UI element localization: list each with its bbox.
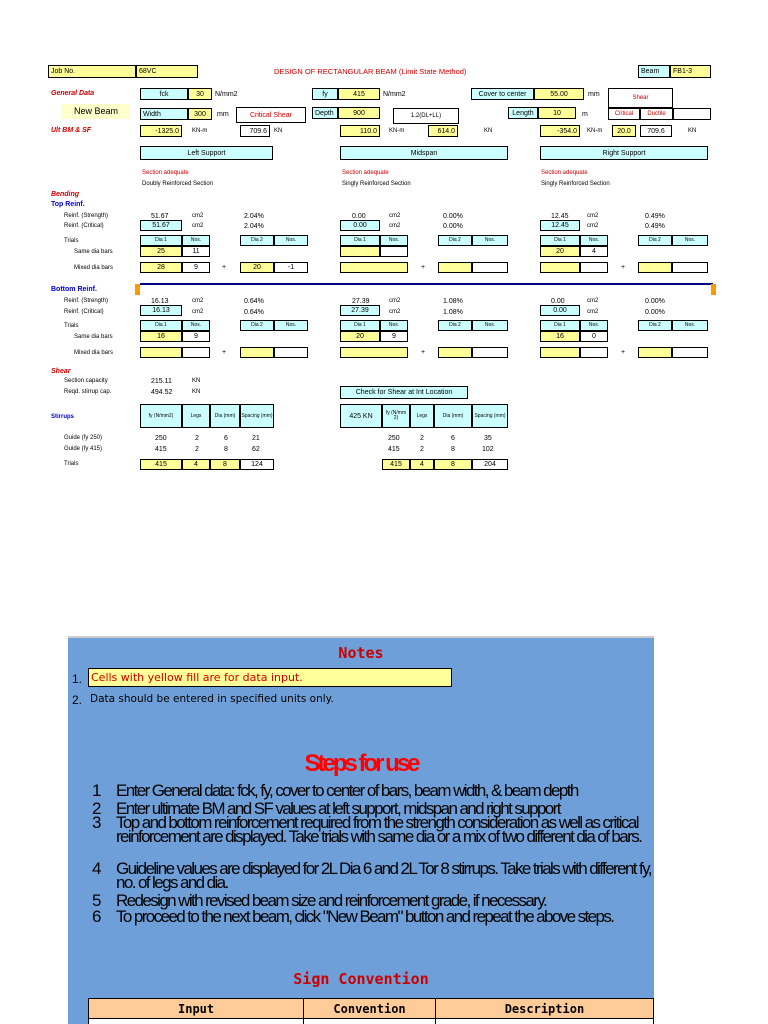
- fck-unit: N/mm2: [215, 91, 238, 98]
- length-input[interactable]: 10: [538, 107, 576, 119]
- bottom-right-dia1-header: Dia 1: [540, 320, 580, 331]
- left-g250-legs: 2: [195, 435, 199, 442]
- midspan-header: Midspan: [340, 146, 508, 160]
- top-left-mixed-dia1-input[interactable]: 28: [140, 262, 182, 273]
- beam-label: Beam: [638, 65, 670, 78]
- check-shear-int-header: Check for Shear at Int Location: [340, 386, 468, 399]
- cm2-unit: cm2: [389, 298, 401, 304]
- cm2-unit: cm2: [192, 223, 204, 229]
- trials-label: Trials: [64, 461, 79, 467]
- section-divider: [140, 283, 713, 285]
- fck-label: fck: [140, 88, 188, 100]
- mid-bm-input[interactable]: 110.0: [340, 125, 380, 137]
- left-g415-legs: 2: [195, 446, 199, 453]
- cm2-unit: cm2: [389, 213, 401, 219]
- plus-sign: +: [222, 264, 227, 271]
- table-cell: [304, 1019, 436, 1024]
- critical-shear-label: Critical Shear: [236, 107, 306, 123]
- col-description: Description: [435, 999, 653, 1019]
- top-right-dia1-header: Dia 1: [540, 235, 580, 246]
- stirrup-spacing-header: Spacing (mm): [240, 404, 274, 428]
- cm2-unit: cm2: [389, 223, 401, 229]
- job-number-label: Job No.: [48, 65, 136, 78]
- top-mid-strength-pct: 0.00%: [443, 213, 463, 220]
- stirrup-dia-header: Dia (mm): [210, 404, 240, 428]
- note-2-units: Data should be entered in specified units only.: [90, 693, 334, 705]
- mid-sf-unit: KN: [484, 128, 493, 134]
- top-left-mixed-nos1: 9: [182, 262, 210, 273]
- note-number-1: 1.: [72, 672, 83, 686]
- int-g415-legs: 2: [420, 446, 424, 453]
- width-input[interactable]: 300: [188, 108, 212, 120]
- top-mid-critical: 0.00: [340, 220, 380, 231]
- bending-label: Bending: [51, 191, 79, 198]
- top-mid-strength: 0.00: [352, 213, 366, 220]
- top-left-strength: 51.67: [151, 213, 169, 220]
- left-trial-dia-input[interactable]: 8: [210, 459, 240, 470]
- bottom-right-mixed-nos1: [580, 347, 608, 358]
- top-mid-mixed-dia2-input[interactable]: [438, 262, 472, 273]
- bottom-right-dia2-header: Dia 2: [638, 320, 672, 331]
- left-sf-unit: KN: [274, 128, 283, 134]
- top-right-nos2-header: Nos.: [672, 235, 708, 246]
- int-legs-header: Legs: [410, 404, 434, 428]
- right-bm-unit: KN-m: [587, 128, 603, 134]
- notes-panel: Notes 1. Cells with yellow fill are for data input. 2. Data should be entered in specified units only. Steps for use 1 Enter General data: fck, fy, cover to center of bars, beam width, & beam depth 2 Enter ultimate BM and SF values at left support, midspan and right support 3 Top and bottom reinforcement required from the strength consideration as well as critical reinforcement are displayed. Take trials with same dia or a mix of two different dia of bars. 4 Guideline values are displayed for 2L Dia 6 and 2L Tor 8 stirrups. Take trials with different fy, no. of legs and dia. 5 Redesign with revised beam size and reinforcement grade, if necessary. 6 To proceed to the next beam, click "New Beam" button and repeat the above steps. Sign Convention Input Convention Description: [68, 636, 654, 1024]
- table-cell: [89, 1019, 304, 1024]
- top-right-strength: 12.45: [551, 213, 569, 220]
- right-section-type: Singly Reinforced Section: [541, 181, 610, 187]
- reqd-stirrup-label: Reqd. stirrup cap.: [64, 389, 112, 395]
- table-cell: [435, 1019, 653, 1024]
- plus-sign: +: [222, 349, 227, 356]
- note-number-2: 2.: [72, 693, 83, 707]
- int-fy-header: fy (N/mm 2): [382, 404, 410, 428]
- general-data-label: General Data: [51, 90, 95, 97]
- int-trial-dia-input[interactable]: 8: [434, 459, 472, 470]
- top-right-mixed-nos2: [672, 262, 708, 273]
- stirrup-legs-header: Legs: [182, 404, 210, 428]
- right-adequate: Section adequate: [541, 170, 588, 176]
- right-sf-unit: KN: [688, 128, 697, 134]
- job-number-field[interactable]: 68VC: [136, 65, 198, 78]
- left-g415-spacing: 62: [252, 446, 260, 453]
- cm2-unit: cm2: [587, 298, 599, 304]
- bottom-right-mixed-dia1-input[interactable]: [540, 347, 580, 358]
- critical-label: Critical: [608, 108, 640, 120]
- top-right-critical-pct: 0.49%: [645, 223, 665, 230]
- left-section-type: Doubly Reinforced Section: [142, 181, 214, 187]
- int-trial-legs-input[interactable]: 4: [410, 459, 434, 470]
- bottom-mid-strength-pct: 1.08%: [443, 298, 463, 305]
- bottom-left-same-nos: 9: [182, 331, 210, 342]
- bottom-trials-label: Trials: [64, 323, 79, 329]
- top-right-mixed-nos1: [580, 262, 608, 273]
- int-g250-legs: 2: [420, 435, 424, 442]
- fy-label: fy: [312, 88, 338, 100]
- bottom-right-critical-pct: 0.00%: [645, 309, 665, 316]
- int-g415-dia: 8: [451, 446, 455, 453]
- right-support-header: Right Support: [540, 146, 708, 160]
- top-mid-critical-pct: 0.00%: [443, 223, 463, 230]
- col-convention: Convention: [304, 999, 436, 1019]
- top-right-mixed-dia2-input[interactable]: [638, 262, 672, 273]
- top-right-critical: 12.45: [540, 220, 580, 231]
- empty-cell: [673, 108, 711, 120]
- bottom-mid-same-dia-input[interactable]: 20: [340, 331, 380, 342]
- depth-input[interactable]: 900: [338, 107, 380, 119]
- top-left-dia2-header: Dia 2: [240, 235, 274, 246]
- plus-sign: +: [421, 349, 426, 356]
- bottom-critical-label: Reinf. (Critical): [64, 309, 104, 315]
- fy-unit: N/mm2: [383, 91, 406, 98]
- top-right-dia2-header: Dia 2: [638, 235, 672, 246]
- mid-adequate: Section adequate: [342, 170, 389, 176]
- left-bm-input[interactable]: -1325.0: [140, 125, 182, 137]
- load-combination: 1.2(DL+LL): [393, 108, 459, 124]
- top-left-nos-header: Nos.: [182, 235, 210, 246]
- bottom-left-same-dia-input[interactable]: 16: [140, 331, 182, 342]
- top-left-mixed-nos2: -1: [274, 262, 308, 273]
- bottom-mixed-dia-label: Mixed dia bars: [74, 350, 114, 356]
- bottom-mid-mixed-nos2: [472, 347, 508, 358]
- bottom-right-mixed-nos2: [672, 347, 708, 358]
- int-spacing-header: Spacing (mm): [472, 404, 508, 428]
- int-g250-fy: 250: [388, 435, 400, 442]
- bottom-mid-dia1-header: Dia 1: [340, 320, 380, 331]
- top-mid-dia2-header: Dia 2: [438, 235, 472, 246]
- bottom-left-nos-header: Nos.: [182, 320, 210, 331]
- notes-title: Notes: [338, 644, 384, 662]
- top-reinf-label: Top Reinf.: [51, 201, 85, 208]
- cm2-unit: cm2: [192, 213, 204, 219]
- sign-convention-table: [88, 998, 654, 1024]
- ductile-label: Ductile: [640, 108, 673, 120]
- bottom-mid-critical-pct: 1.08%: [443, 309, 463, 316]
- top-mid-dia1-header: Dia 1: [340, 235, 380, 246]
- reqd-stirrup-value: 494.52: [151, 389, 173, 396]
- top-left-mixed-dia2-input[interactable]: 20: [240, 262, 274, 273]
- section-capacity-value: 215.11: [151, 378, 172, 385]
- top-right-same-dia-input[interactable]: 20: [540, 246, 580, 257]
- bottom-left-mixed-dia1-input[interactable]: [140, 347, 182, 358]
- top-right-mixed-dia1-input[interactable]: [540, 262, 580, 273]
- bottom-same-dia-label: Same dia bars: [74, 334, 113, 340]
- bottom-mid-nos2-header: Nos.: [472, 320, 508, 331]
- bottom-mid-critical: 27.39: [340, 305, 380, 316]
- top-left-same-dia-input[interactable]: 25: [140, 246, 182, 257]
- int-g415-spacing: 102: [482, 446, 494, 453]
- bottom-left-nos2-header: Nos.: [274, 320, 308, 331]
- left-g250-spacing: 21: [252, 435, 260, 442]
- top-mid-mixed-dia1-input[interactable]: [340, 262, 408, 273]
- bottom-reinf-label: Bottom Reinf.: [51, 286, 97, 293]
- orange-marker: [711, 284, 716, 295]
- left-g415-dia: 8: [224, 446, 228, 453]
- cm2-unit: cm2: [587, 213, 599, 219]
- left-g415-fy: 415: [155, 446, 167, 453]
- bottom-right-same-nos: 0: [580, 331, 608, 342]
- width-unit: mm: [217, 111, 229, 118]
- right-sf-input[interactable]: 709.6: [640, 125, 672, 137]
- bottom-left-strength: 16.13: [151, 298, 169, 305]
- top-left-strength-pct: 2.04%: [244, 213, 264, 220]
- bottom-right-nos2-header: Nos.: [672, 320, 708, 331]
- bottom-right-nos-header: Nos.: [580, 320, 608, 331]
- section-capacity-label: Section capacity: [64, 378, 108, 384]
- int-g250-spacing: 35: [484, 435, 492, 442]
- ult-bm-sf-label: Ult BM & SF: [51, 127, 92, 134]
- top-same-dia-label: Same dia bars: [74, 249, 113, 255]
- page-title: DESIGN OF RECTANGULAR BEAM (Limit State Method): [274, 67, 467, 76]
- bottom-right-mixed-dia2-input[interactable]: [638, 347, 672, 358]
- top-mid-nos2-header: Nos.: [472, 235, 508, 246]
- bottom-left-critical: 16.13: [140, 305, 182, 316]
- top-trials-label: Trials: [64, 238, 79, 244]
- left-trial-legs-input[interactable]: 4: [182, 459, 210, 470]
- left-trial-spacing: 124: [240, 459, 274, 470]
- cm2-unit: cm2: [389, 309, 401, 315]
- fck-input[interactable]: 30: [188, 88, 212, 100]
- left-sf-input[interactable]: 709.6: [240, 125, 270, 137]
- length-label: Length: [508, 107, 538, 119]
- guide-250-label: Guide (fy 250): [64, 435, 103, 441]
- plus-sign: +: [621, 349, 626, 356]
- left-g250-fy: 250: [155, 435, 167, 442]
- top-mixed-dia-label: Mixed dia bars: [74, 265, 114, 271]
- bottom-left-dia2-header: Dia 2: [240, 320, 274, 331]
- int-location-load: 425 KN: [340, 404, 382, 428]
- plus-sign: +: [421, 264, 426, 271]
- cover-unit: mm: [588, 91, 600, 98]
- int-trial-fy-input[interactable]: 415: [382, 459, 410, 470]
- shear-label: Shear: [51, 368, 71, 375]
- right-bm-input[interactable]: -354.0: [540, 125, 580, 137]
- cover-label: Cover to center: [471, 88, 534, 100]
- plus-sign: +: [621, 264, 626, 271]
- mid-section-type: Singly Reinforced Section: [342, 181, 411, 187]
- bottom-left-mixed-dia2-input[interactable]: [240, 347, 274, 358]
- cm2-unit: cm2: [192, 298, 204, 304]
- bottom-mid-strength: 27.39: [352, 298, 370, 305]
- top-left-nos2-header: Nos.: [274, 235, 308, 246]
- top-strength-label: Reinf. (Strength): [64, 213, 109, 219]
- new-beam-button[interactable]: New Beam: [62, 104, 130, 119]
- depth-label: Depth: [312, 107, 338, 119]
- int-trial-spacing: 204: [472, 459, 508, 470]
- col-input: Input: [89, 999, 304, 1019]
- top-left-same-nos: 11: [182, 246, 210, 257]
- top-mid-same-dia-input[interactable]: [340, 246, 380, 257]
- bottom-left-mixed-nos2: [274, 347, 308, 358]
- bottom-left-dia1-header: Dia 1: [140, 320, 182, 331]
- length-unit: m: [582, 111, 588, 118]
- bottom-mid-mixed-dia2-input[interactable]: [438, 347, 472, 358]
- top-right-nos-header: Nos.: [580, 235, 608, 246]
- left-adequate: Section adequate: [142, 170, 189, 176]
- left-g250-dia: 6: [224, 435, 228, 442]
- note-1-yellow-cells: Cells with yellow fill are for data input.: [88, 668, 452, 687]
- top-left-critical-pct: 2.04%: [244, 223, 264, 230]
- shear-type-label: Shear: [608, 88, 673, 108]
- left-trial-fy-input[interactable]: 415: [140, 459, 182, 470]
- orange-marker: [135, 284, 140, 295]
- bottom-mid-mixed-dia1-input[interactable]: [340, 347, 408, 358]
- bottom-left-critical-pct: 0.64%: [244, 309, 264, 316]
- top-right-strength-pct: 0.49%: [645, 213, 665, 220]
- top-right-same-nos: 4: [580, 246, 608, 257]
- int-g415-fy: 415: [388, 446, 400, 453]
- section-capacity-unit: KN: [192, 378, 201, 384]
- top-mid-nos-header: Nos.: [380, 235, 408, 246]
- cm2-unit: cm2: [587, 309, 599, 315]
- bottom-right-strength-pct: 0.00%: [645, 298, 665, 305]
- bottom-strength-label: Reinf. (Strength): [64, 298, 109, 304]
- top-critical-label: Reinf. (Critical): [64, 223, 104, 229]
- cover-input[interactable]: 55.00: [534, 88, 584, 100]
- stirrup-fy-header: fy (N/mm2): [140, 404, 182, 428]
- mid-bm-unit: KN-m: [389, 128, 405, 134]
- steps-title: Steps for use: [304, 750, 418, 777]
- left-support-header: Left Support: [140, 146, 273, 160]
- top-mid-same-nos: [380, 246, 408, 257]
- bottom-left-strength-pct: 0.64%: [244, 298, 264, 305]
- right-extra-input[interactable]: 20.0: [612, 125, 636, 137]
- bottom-right-strength: 0.00: [551, 298, 565, 305]
- left-bm-unit: KN-m: [192, 128, 208, 134]
- width-label: Width: [140, 108, 188, 120]
- reqd-stirrup-unit: KN: [192, 389, 201, 395]
- fy-input[interactable]: 415: [338, 88, 380, 100]
- bottom-right-same-dia-input[interactable]: 16: [540, 331, 580, 342]
- top-left-critical: 51.67: [140, 220, 182, 231]
- stirrups-label: Stirrups: [51, 414, 75, 420]
- bottom-mid-nos-header: Nos.: [380, 320, 408, 331]
- bottom-right-critical: 0.00: [540, 305, 580, 316]
- int-g250-dia: 6: [451, 435, 455, 442]
- bottom-left-mixed-nos1: [182, 347, 210, 358]
- top-left-dia1-header: Dia 1: [140, 235, 182, 246]
- sign-convention-title: Sign Convention: [293, 970, 429, 988]
- cm2-unit: cm2: [587, 223, 599, 229]
- int-dia-header: Dia (mm): [434, 404, 472, 428]
- beam-id-field[interactable]: FB1-3: [670, 65, 711, 78]
- mid-sf-input[interactable]: 614.0: [428, 125, 458, 137]
- bottom-mid-dia2-header: Dia 2: [438, 320, 472, 331]
- guide-415-label: Guide (fy 415): [64, 446, 103, 452]
- bottom-mid-same-nos: 9: [380, 331, 408, 342]
- cm2-unit: cm2: [192, 309, 204, 315]
- top-mid-mixed-nos2: [472, 262, 508, 273]
